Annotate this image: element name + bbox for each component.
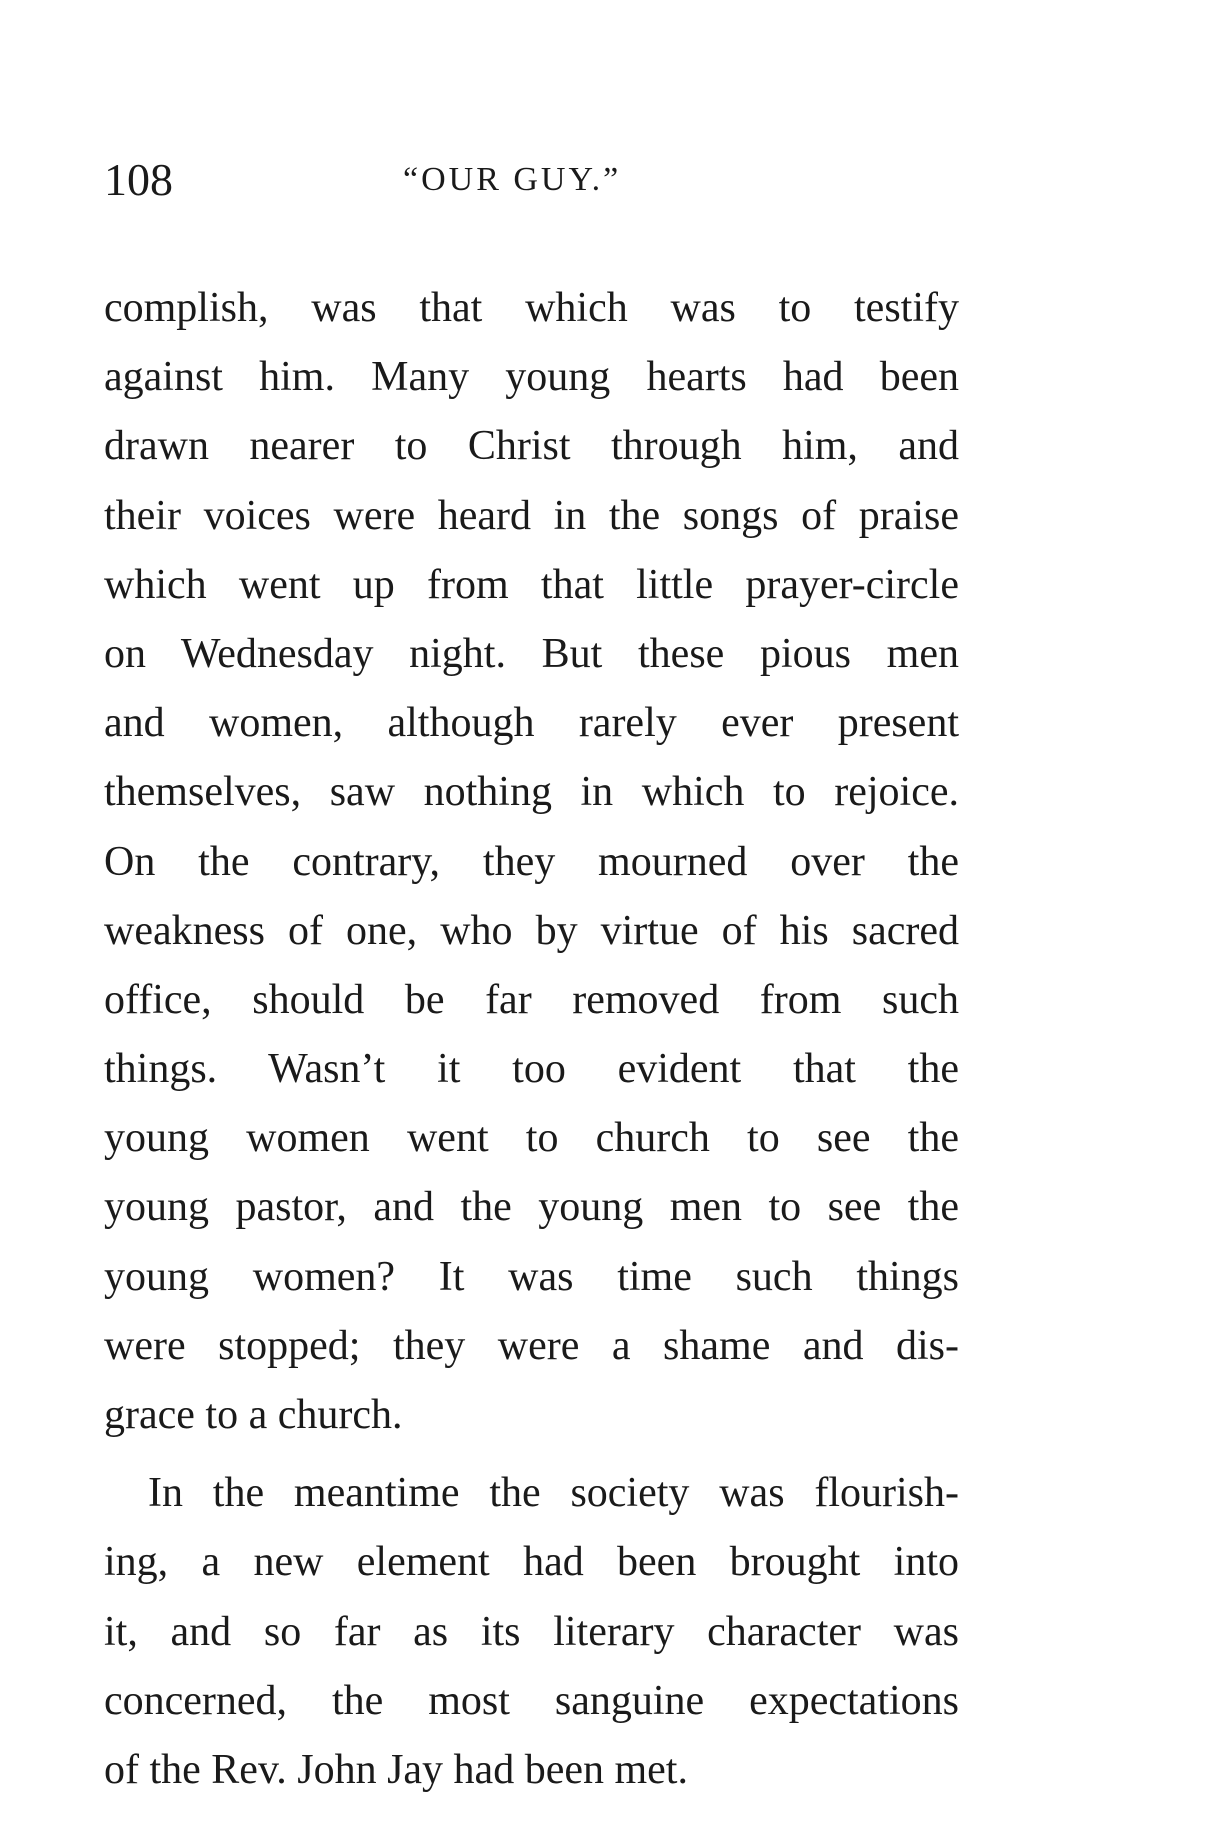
- text-line: it, and so far as its literary character was: [104, 1608, 959, 1655]
- text-line: office, should be far removed from such: [104, 976, 959, 1023]
- text-line: On the contrary, they mourned over the: [104, 838, 959, 885]
- text-line: were stopped; they were a shame and dis-: [104, 1322, 959, 1369]
- text-line: which went up from that little prayer-circle: [104, 561, 959, 608]
- text-line: their voices were heard in the songs of praise: [104, 492, 959, 539]
- text-line: and women, although rarely ever present: [104, 700, 959, 747]
- running-title: “OUR GUY.”: [403, 161, 622, 198]
- text-line: weakness of one, who by virtue of his sacred: [104, 907, 959, 954]
- text-line: young women went to church to see the: [104, 1115, 959, 1162]
- text-line: on Wednesday night. But these pious men: [104, 630, 959, 677]
- text-line: drawn nearer to Christ through him, and: [104, 423, 959, 470]
- text-line: grace to a church.: [104, 1392, 403, 1438]
- paragraph-1: [104, 274, 959, 1450]
- page-number: 108: [104, 154, 173, 205]
- text-line: against him. Many young hearts had been: [104, 354, 959, 401]
- text-line: ing, a new element had been brought into: [104, 1539, 959, 1586]
- page-header: [104, 150, 964, 210]
- text-line: young women? It was time such things: [104, 1253, 959, 1300]
- paragraph-gap: [104, 1450, 959, 1459]
- text-line: young pastor, and the young men to see the: [104, 1184, 959, 1231]
- paragraph-2: [104, 1459, 959, 1805]
- text-line: of the Rev. John Jay had been met.: [104, 1746, 688, 1793]
- text-line: things. Wasn’t it too evident that the: [104, 1046, 959, 1093]
- text-line: themselves, saw nothing in which to rejoice.: [104, 769, 959, 816]
- text-line: complish, was that which was to testify: [104, 285, 959, 331]
- text-line: In the meantime the society was flourish-: [148, 1470, 959, 1517]
- text-line: concerned, the most sanguine expectations: [104, 1677, 959, 1724]
- body-text: [104, 274, 959, 1805]
